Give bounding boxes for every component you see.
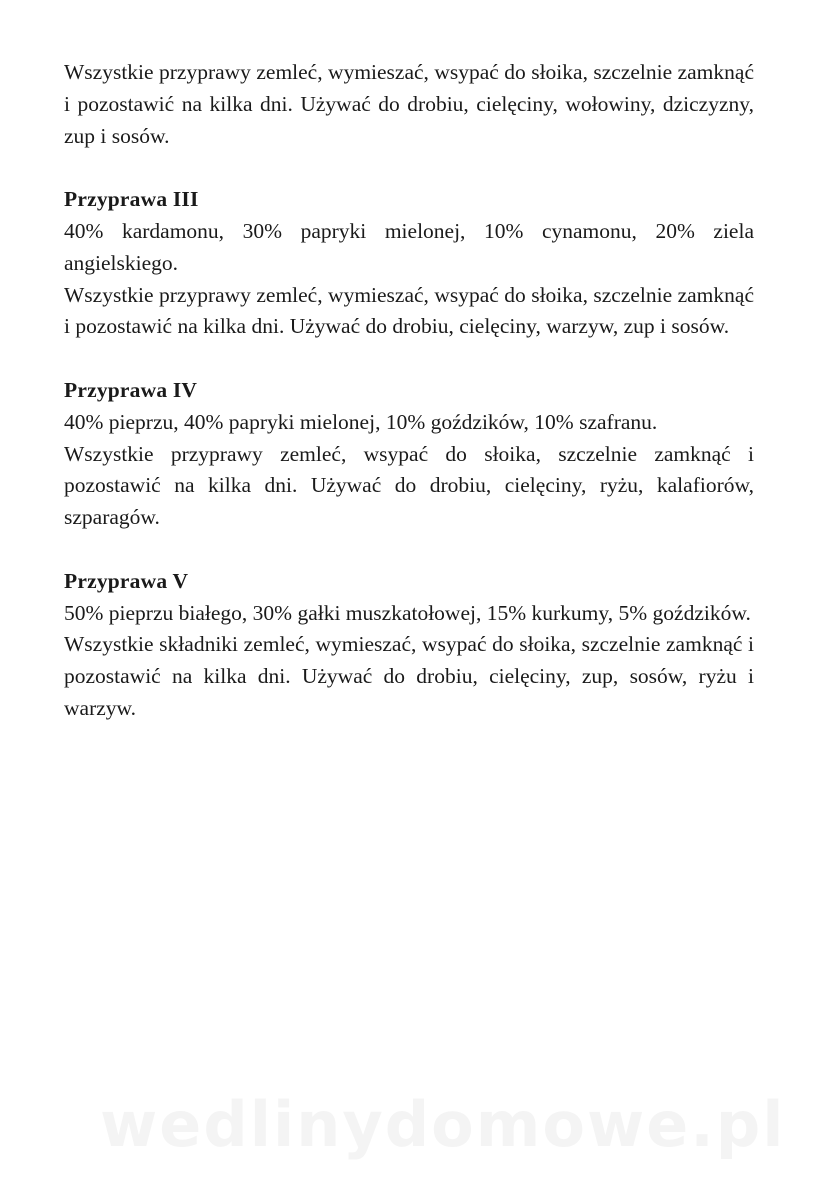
intro-paragraph: Wszystkie przyprawy zemleć, wymieszać, wsypać do słoika, szczelnie zamknąć i pozostawić na kilka dni. Używać do drobiu, cielęciny, wołowiny, dziczyzny, zup i sosów.: [64, 60, 754, 148]
instructions-paragraph: Wszystkie przyprawy zemleć, wsypać do słoika, szczelnie zamknąć i pozostawić na kilka dni. Używać do drobiu, cielęciny, ryżu, kalafiorów, szparagów.: [64, 441, 754, 530]
document-page: [64, 57, 754, 725]
ingredients-paragraph: 50% pieprzu białego, 30% gałki muszkatołowej, 15% kurkumy, 5% goździków.: [64, 600, 751, 625]
watermark: wedlinydomowe.pl: [100, 1088, 786, 1161]
section-heading: Przyprawa III: [64, 187, 199, 212]
recipe-section-iii: [64, 184, 754, 343]
recipe-section-iv: [64, 375, 754, 534]
ingredients-paragraph: 40% kardamonu, 30% papryki mielonej, 10% cynamonu, 20% ziela angielskiego.: [64, 218, 754, 275]
instructions-paragraph: Wszystkie przyprawy zemleć, wymieszać, wsypać do słoika, szczelnie zamknąć i pozostawić na kilka dni. Używać do drobiu, cielęciny, warzyw, zup i sosów.: [64, 282, 754, 339]
recipe-section-v: [64, 566, 754, 725]
section-heading: Przyprawa V: [64, 568, 189, 593]
instructions-paragraph: Wszystkie składniki zemleć, wymieszać, wsypać do słoika, szczelnie zamknąć i pozostawić na kilka dni. Używać do drobiu, cielęciny, zup, sosów, ryżu i warzyw.: [64, 632, 754, 720]
ingredients-paragraph: 40% pieprzu, 40% papryki mielonej, 10% goździków, 10% szafranu.: [64, 409, 658, 434]
section-heading: Przyprawa IV: [64, 377, 198, 402]
